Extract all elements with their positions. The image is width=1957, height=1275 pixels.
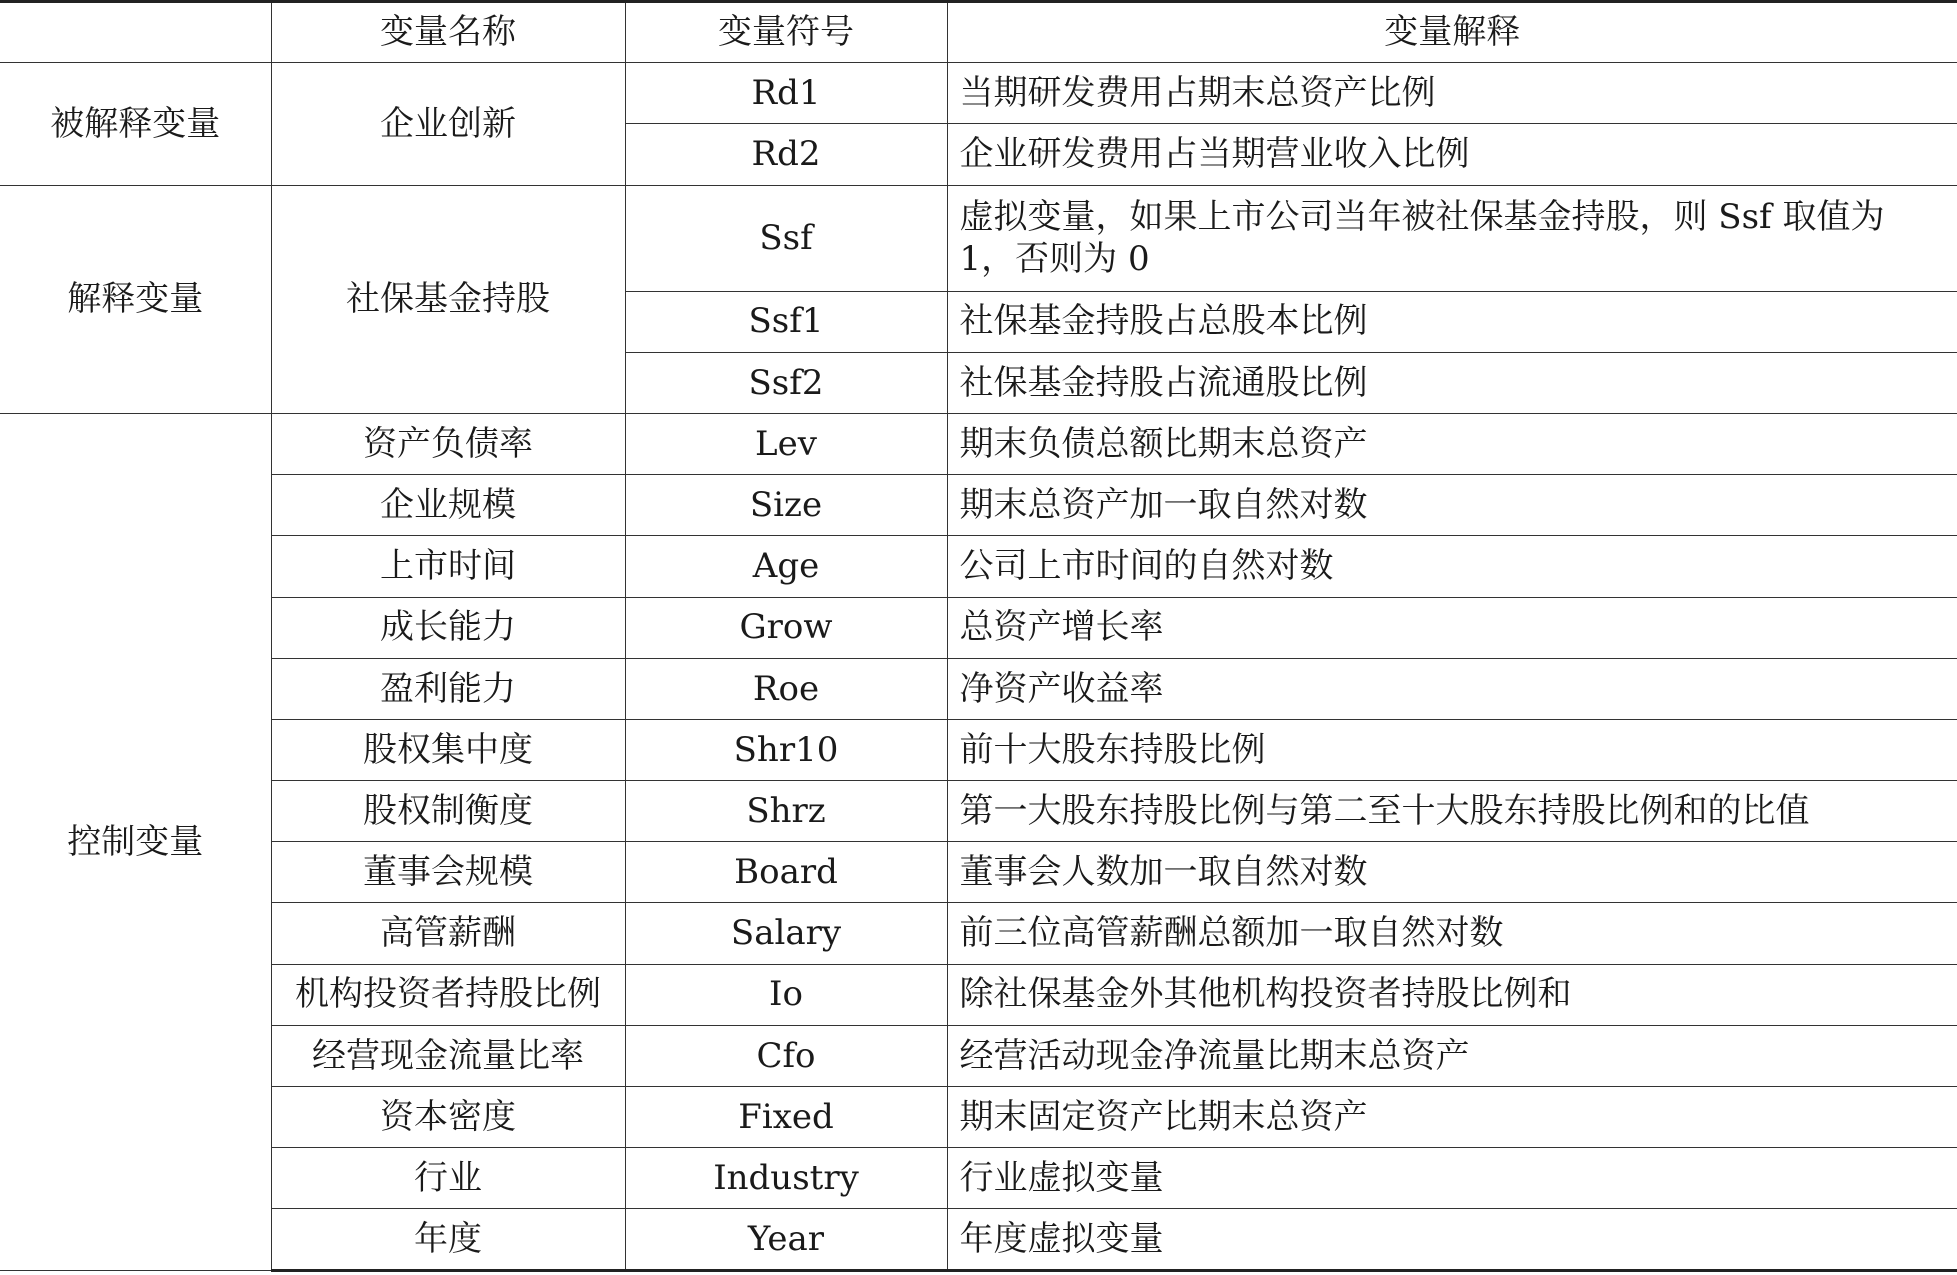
group-dependent: 被解释变量: [0, 63, 271, 185]
header-variable-description: 变量解释: [947, 2, 1957, 63]
variable-description: 行业虚拟变量: [947, 1148, 1957, 1209]
variable-description: 董事会人数加一取自然对数: [947, 842, 1957, 903]
variable-symbol: Rd2: [625, 124, 947, 185]
variable-description: 期末总资产加一取自然对数: [947, 475, 1957, 536]
variable-symbol: Grow: [625, 597, 947, 658]
table-row: [0, 1087, 1957, 1148]
variable-name: 经营现金流量比率: [271, 1025, 625, 1086]
variable-name: 成长能力: [271, 597, 625, 658]
table-row: [0, 781, 1957, 842]
variable-name: 股权集中度: [271, 719, 625, 780]
variable-symbol: Ssf1: [625, 291, 947, 352]
variable-symbol: Rd1: [625, 63, 947, 124]
variable-name: 股权制衡度: [271, 781, 625, 842]
variable-description: 期末负债总额比期末总资产: [947, 413, 1957, 474]
header-variable-symbol: 变量符号: [625, 2, 947, 63]
group-explanatory: 解释变量: [0, 185, 271, 413]
table-row: [0, 475, 1957, 536]
variable-symbol: Board: [625, 842, 947, 903]
variable-description: 年度虚拟变量: [947, 1209, 1957, 1270]
variable-name: 上市时间: [271, 536, 625, 597]
table-row: [0, 536, 1957, 597]
variable-symbol: Shr10: [625, 719, 947, 780]
variable-name: 盈利能力: [271, 658, 625, 719]
variable-symbol: Ssf2: [625, 352, 947, 413]
variable-symbol: Year: [625, 1209, 947, 1270]
variable-name: 行业: [271, 1148, 625, 1209]
variable-description: 经营活动现金净流量比期末总资产: [947, 1025, 1957, 1086]
variable-description: 公司上市时间的自然对数: [947, 536, 1957, 597]
table-row: [0, 1025, 1957, 1086]
variable-name-ssf: 社保基金持股: [271, 185, 625, 413]
variable-name: 机构投资者持股比例: [271, 964, 625, 1025]
header-row: [0, 2, 1957, 63]
table-row: [0, 413, 1957, 474]
table-row: [0, 597, 1957, 658]
variable-description: 前十大股东持股比例: [947, 719, 1957, 780]
variable-description: 虚拟变量，如果上市公司当年被社保基金持股，则 Ssf 取值为 1，否则为 0: [947, 185, 1957, 291]
table-row: [0, 842, 1957, 903]
header-group: [0, 2, 271, 63]
variable-symbol: Age: [625, 536, 947, 597]
header-variable-name: 变量名称: [271, 2, 625, 63]
variable-name: 董事会规模: [271, 842, 625, 903]
variable-description: 净资产收益率: [947, 658, 1957, 719]
table-row: [0, 185, 1957, 291]
table-row: [0, 903, 1957, 964]
variable-name: 高管薪酬: [271, 903, 625, 964]
variable-symbol: Ssf: [625, 185, 947, 291]
variable-symbol: Cfo: [625, 1025, 947, 1086]
variable-name: 企业规模: [271, 475, 625, 536]
variable-description: 总资产增长率: [947, 597, 1957, 658]
table-row: [0, 658, 1957, 719]
variable-description: 前三位高管薪酬总额加一取自然对数: [947, 903, 1957, 964]
variable-symbol: Industry: [625, 1148, 947, 1209]
variable-description: 社保基金持股占流通股比例: [947, 352, 1957, 413]
variable-description: 第一大股东持股比例与第二至十大股东持股比例和的比值: [947, 781, 1957, 842]
table-row: [0, 63, 1957, 124]
variable-symbol: Roe: [625, 658, 947, 719]
group-control: 控制变量: [0, 413, 271, 1270]
variable-description: 社保基金持股占总股本比例: [947, 291, 1957, 352]
variable-name: 资产负债率: [271, 413, 625, 474]
variable-name: 年度: [271, 1209, 625, 1270]
variable-description: 期末固定资产比期末总资产: [947, 1087, 1957, 1148]
variable-description: 企业研发费用占当期营业收入比例: [947, 124, 1957, 185]
variable-description: 除社保基金外其他机构投资者持股比例和: [947, 964, 1957, 1025]
table-row: [0, 1148, 1957, 1209]
variable-name: 资本密度: [271, 1087, 625, 1148]
variable-symbol: Lev: [625, 413, 947, 474]
variable-symbol: Io: [625, 964, 947, 1025]
variable-symbol: Salary: [625, 903, 947, 964]
variable-name-innovation: 企业创新: [271, 63, 625, 185]
table-row: [0, 719, 1957, 780]
table-row: [0, 964, 1957, 1025]
variable-symbol: Size: [625, 475, 947, 536]
variable-symbol: Shrz: [625, 781, 947, 842]
table-row: [0, 1209, 1957, 1270]
variable-description: 当期研发费用占期末总资产比例: [947, 63, 1957, 124]
variable-symbol: Fixed: [625, 1087, 947, 1148]
